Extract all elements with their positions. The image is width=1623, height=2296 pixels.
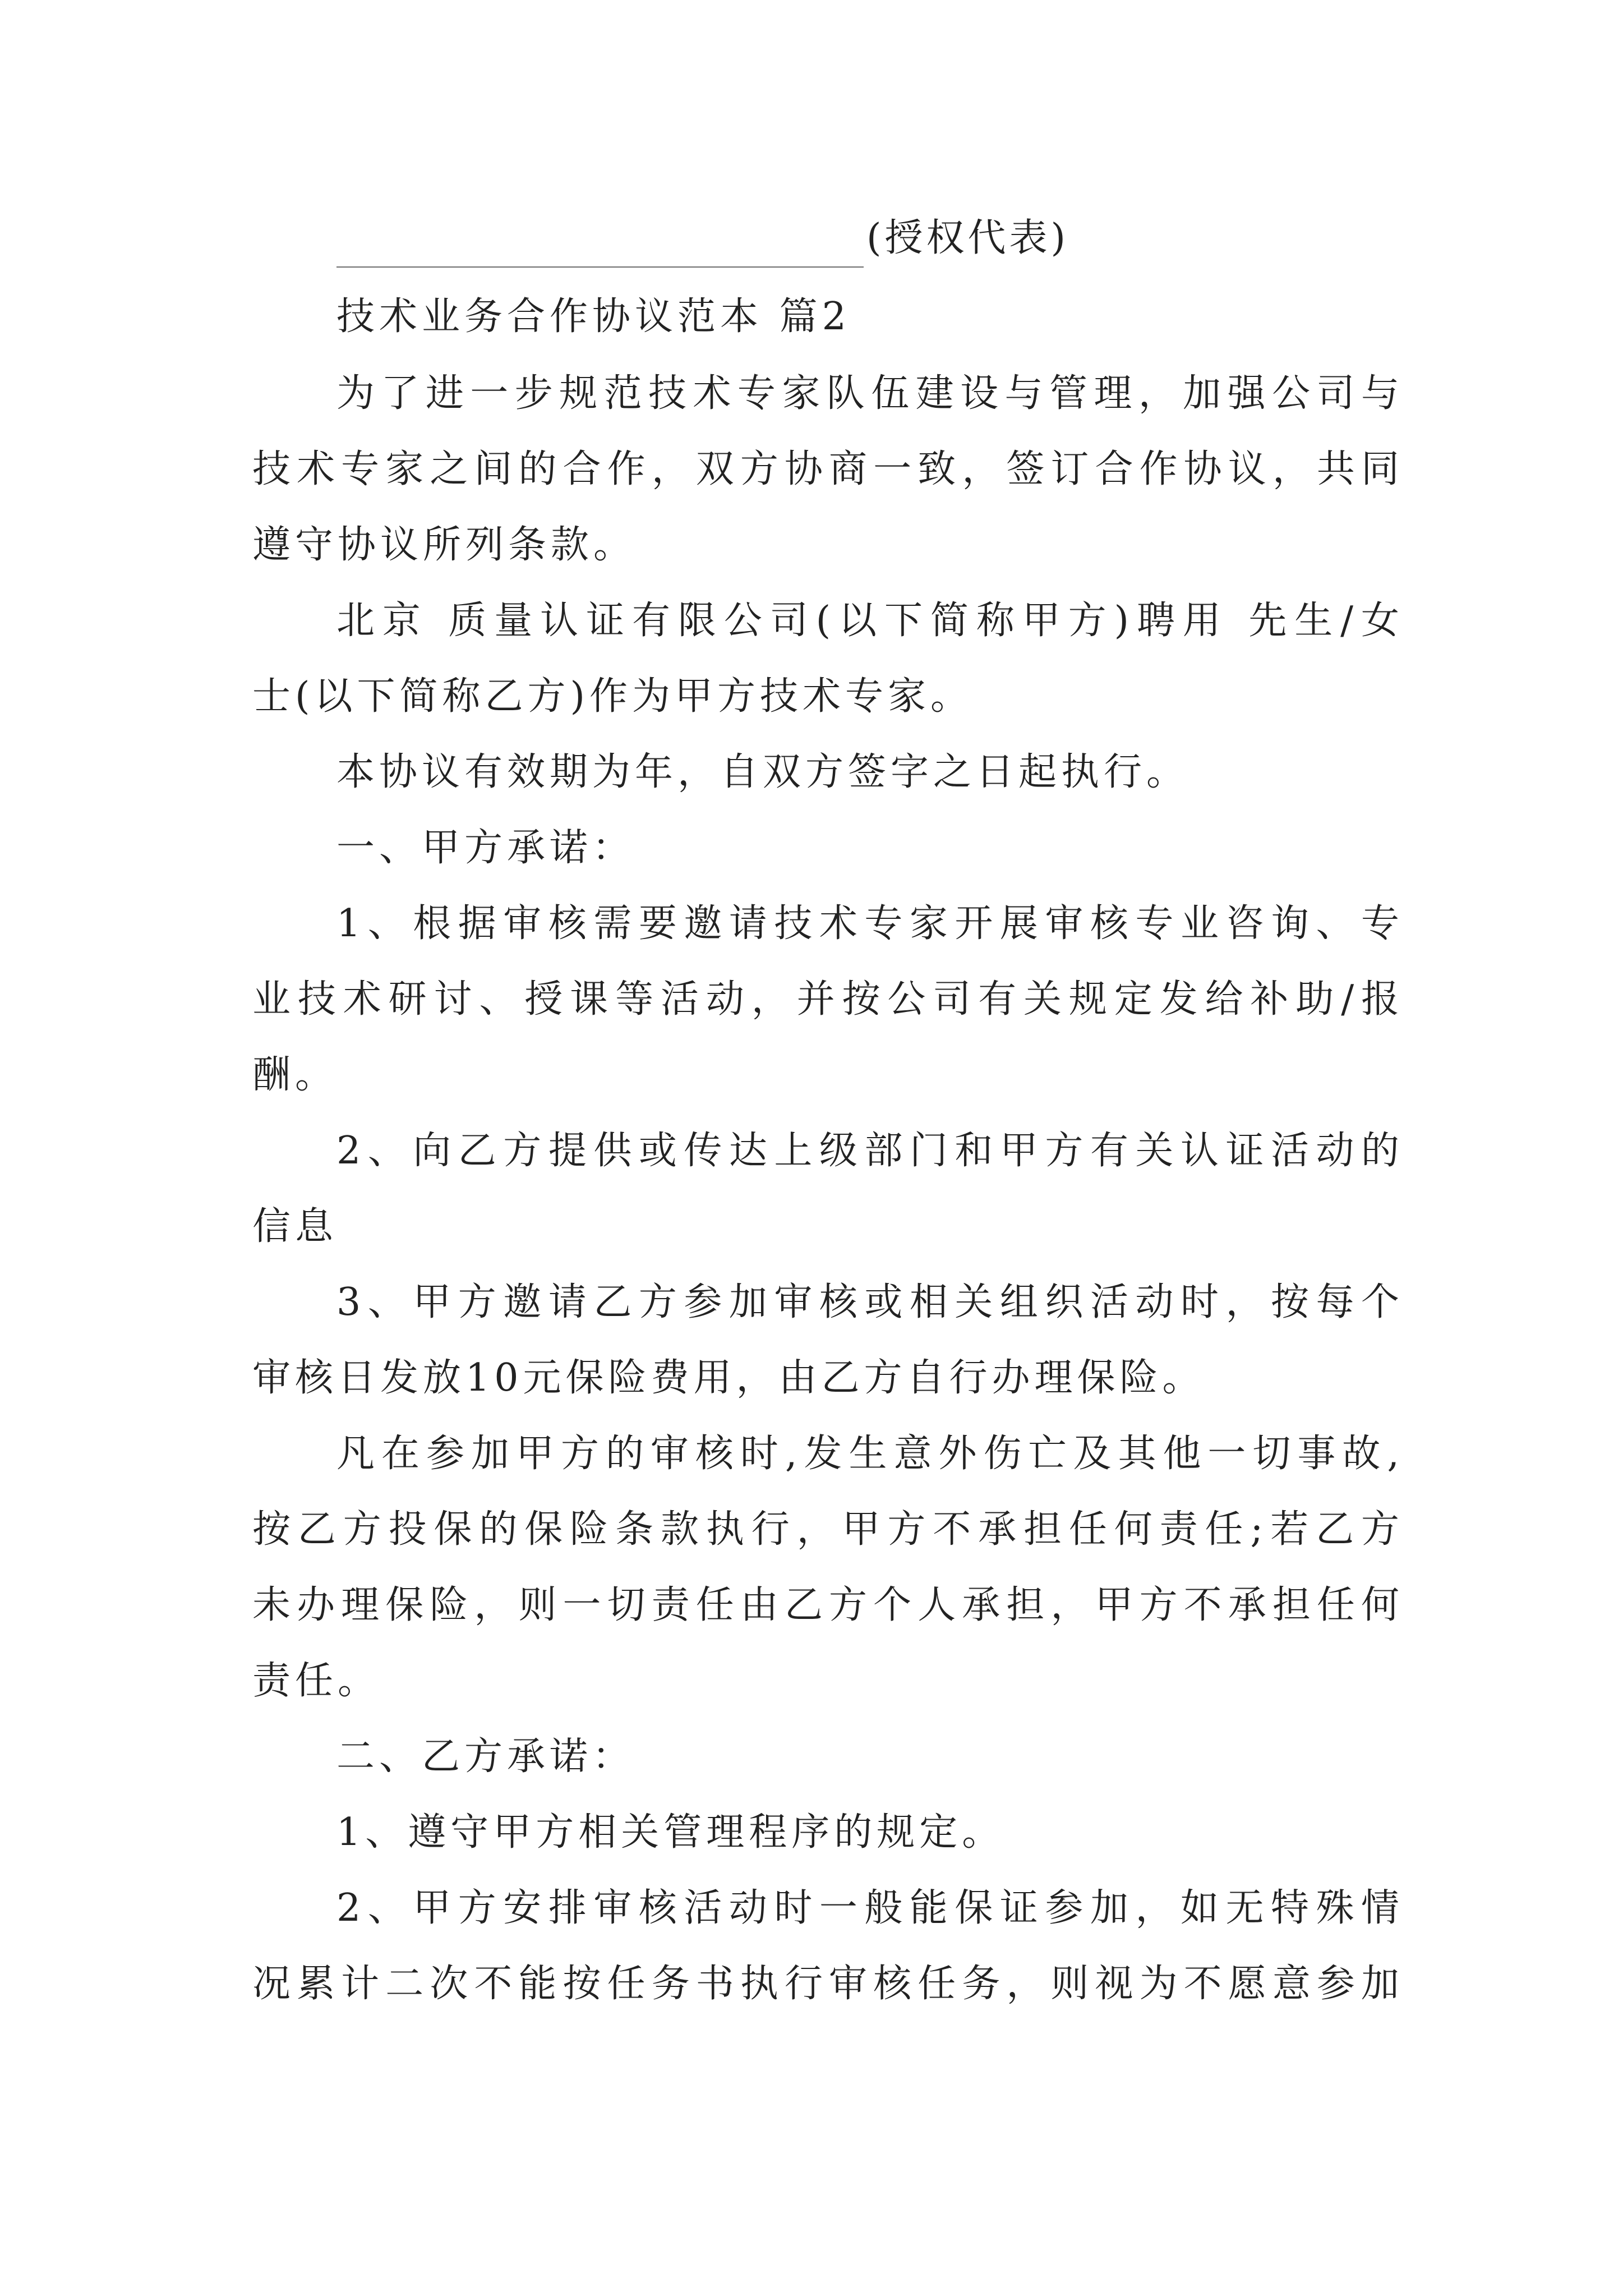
paragraph-line: 业技术研讨、授课等活动，并按公司有关规定发给补助/报 [252,977,1399,1022]
paragraph-line: 按乙方投保的保险条款执行，甲方不承担任何责任;若乙方 [252,1507,1399,1552]
paragraph-line: 1、根据审核需要邀请技术专家开展审核专业咨询、专 [336,901,1399,946]
paragraph-line: 3、甲方邀请乙方参加审核或相关组织活动时，按每个 [336,1280,1399,1324]
signature-block [336,213,1122,275]
paragraph-line: 士(以下简称乙方)作为甲方技术专家。 [252,674,974,719]
paragraph-line: 酬。 [252,1053,338,1097]
paragraph-line: 凡在参加甲方的审核时,发生意外伤亡及其他一切事故, [336,1432,1399,1476]
paragraph-line: 遵守协议所列条款。 [252,523,637,567]
signature-label: (授权代表) [866,216,1069,260]
paragraph-line: 信息 [252,1204,338,1249]
paragraph-line: 况累计二次不能按任务书执行审核任务，则视为不愿意参加 [252,1962,1399,2006]
section-heading: 一、甲方承诺： [336,826,635,870]
section-heading: 二、乙方承诺： [336,1734,635,1779]
paragraph-line: 技术专家之间的合作，双方协商一致，签订合作协议，共同 [252,447,1399,491]
signature-line [336,266,864,268]
paragraph-line: 1、遵守甲方相关管理程序的规定。 [336,1810,1005,1855]
document-heading: 技术业务合作协议范本 篇2 [336,295,851,339]
paragraph-line: 2、向乙方提供或传达上级部门和甲方有关认证活动的 [336,1129,1399,1173]
paragraph-line: 为了进一步规范技术专家队伍建设与管理，加强公司与 [336,371,1399,416]
paragraph-line: 责任。 [252,1659,381,1703]
paragraph-line: 北京 质量认证有限公司(以下简称甲方)聘用 先生/女 [336,599,1399,643]
paragraph-line: 审核日发放10元保险费用，由乙方自行办理保险。 [252,1356,1205,1400]
paragraph-line: 未办理保险，则一切责任由乙方个人承担，甲方不承担任何 [252,1583,1399,1627]
paragraph-line: 本协议有效期为年，自双方签字之日起执行。 [336,750,1189,794]
paragraph-line: 2、甲方安排审核活动时一般能保证参加，如无特殊情 [336,1886,1399,1930]
